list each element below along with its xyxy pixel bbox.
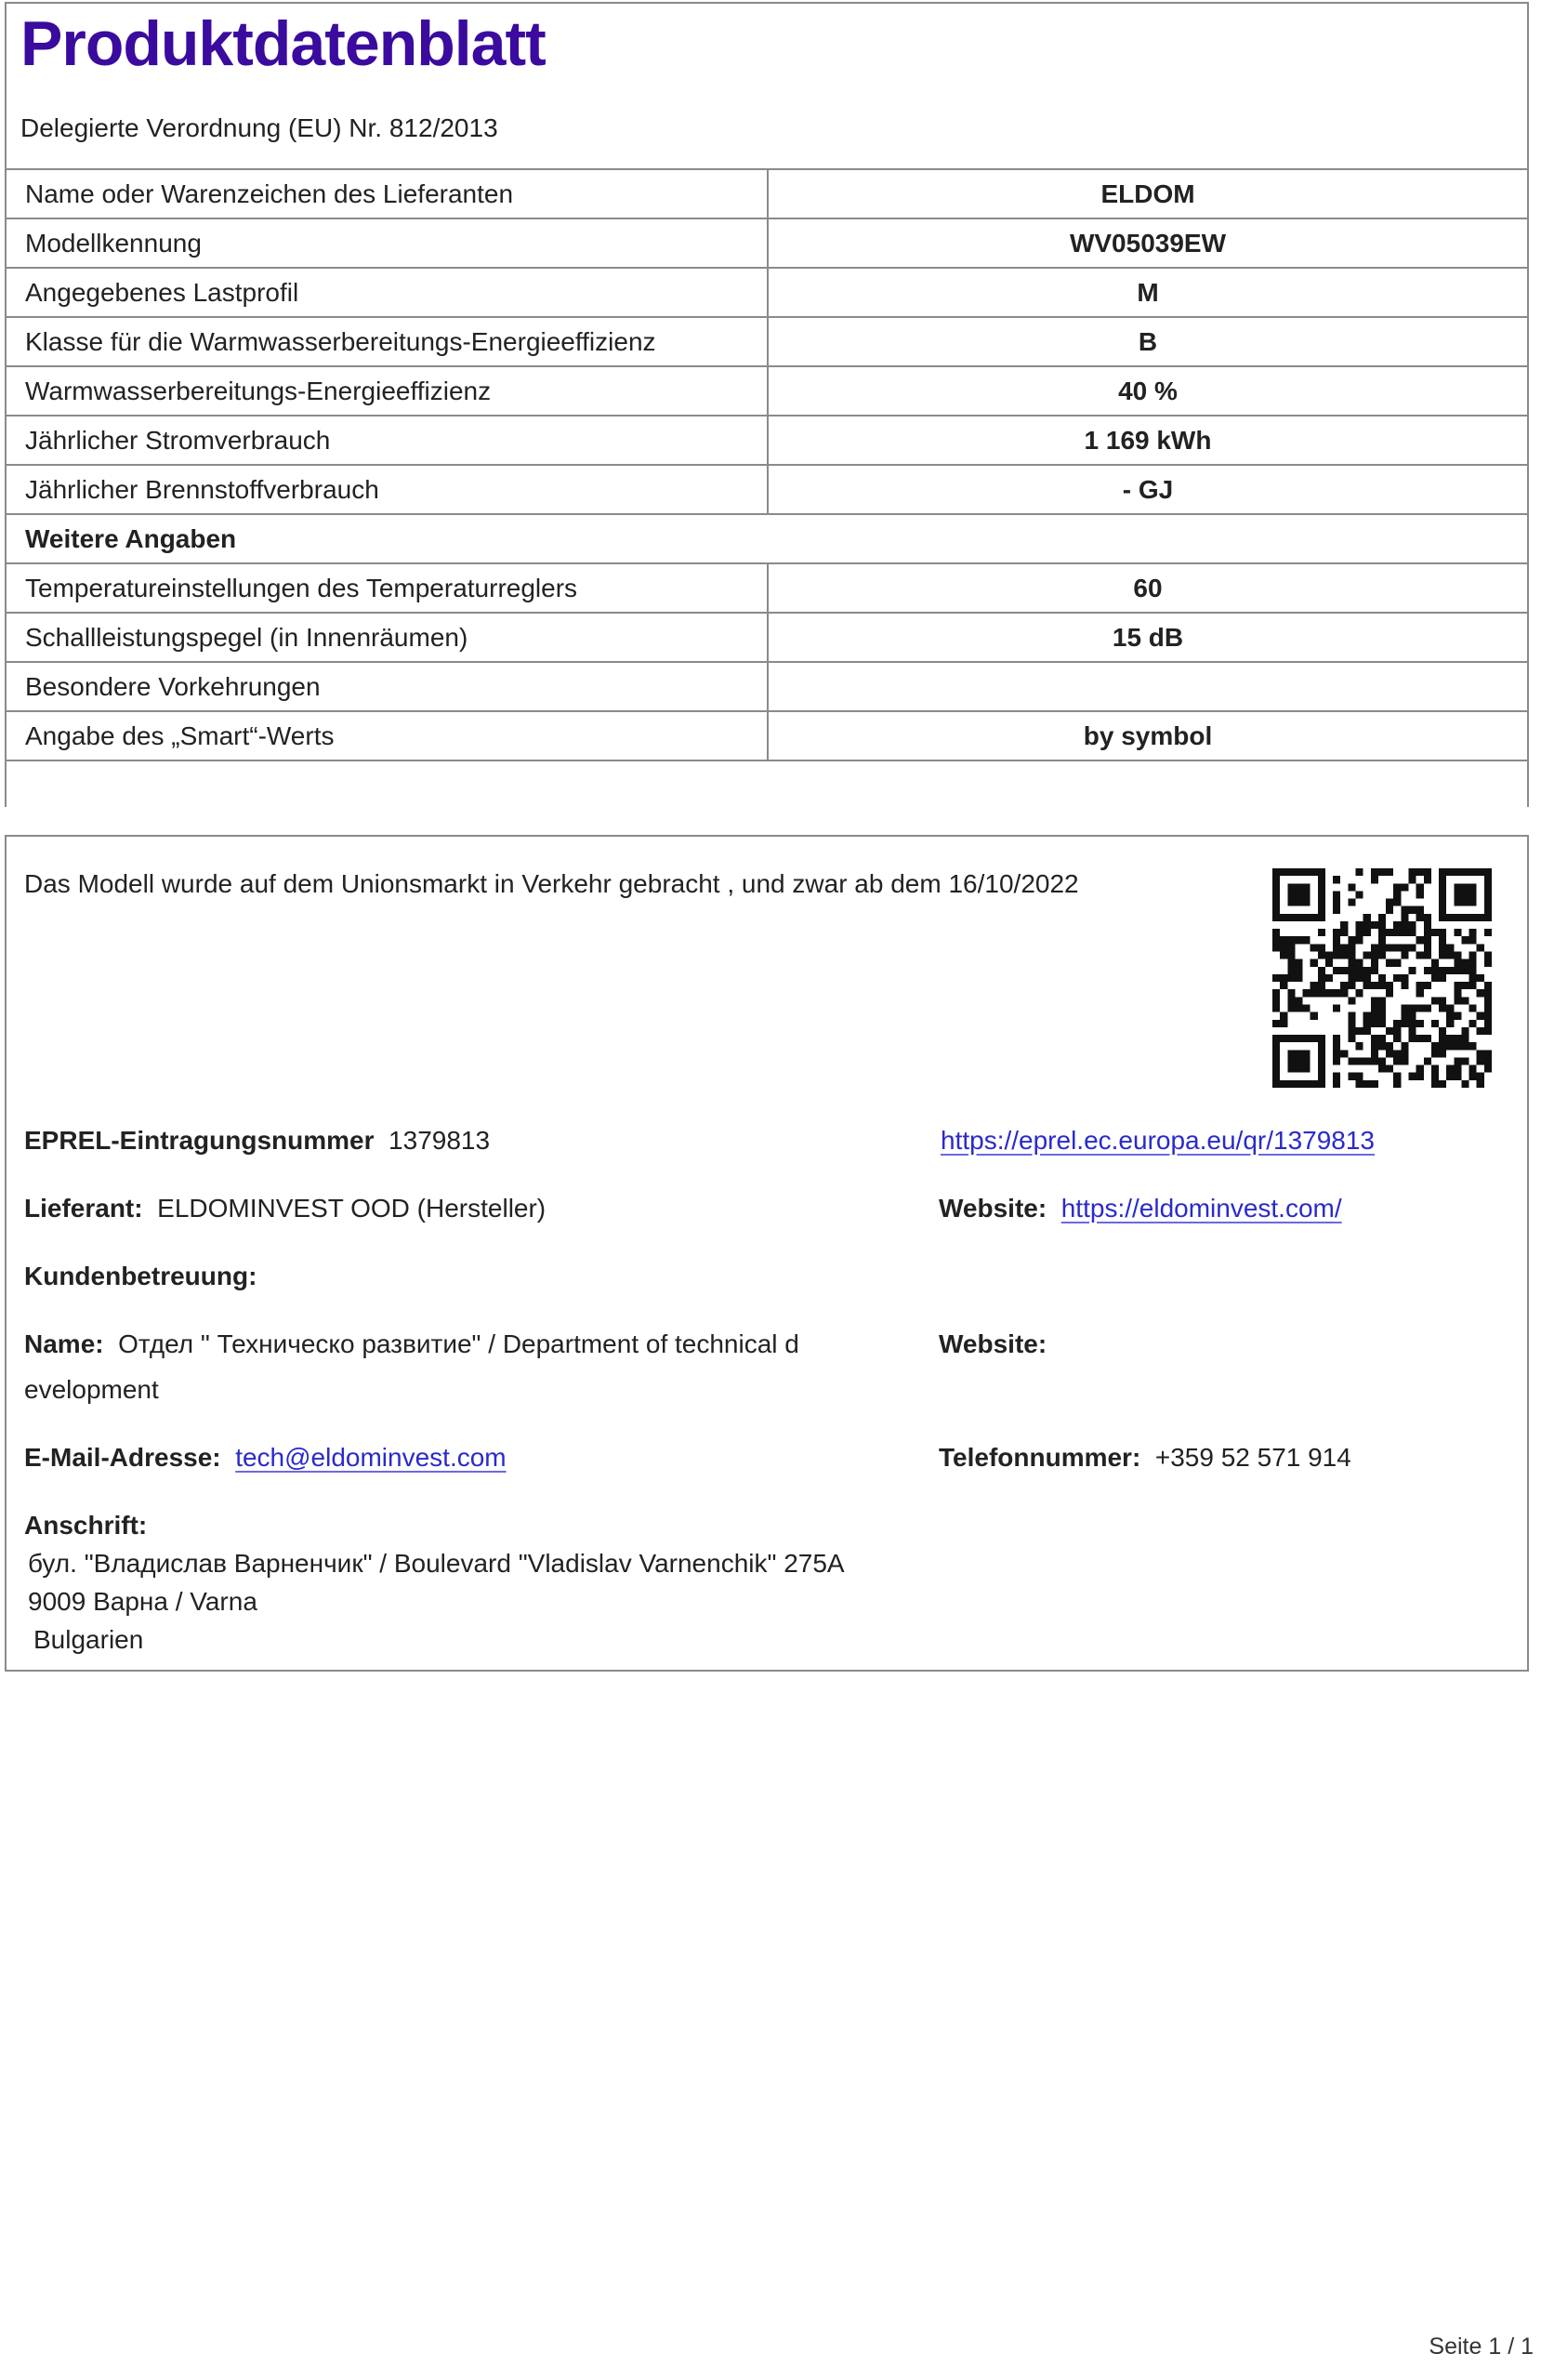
row-value: 60 xyxy=(768,563,1528,613)
table-row xyxy=(6,711,1528,760)
row-label: Angegebenes Lastprofil xyxy=(6,268,768,317)
table-row xyxy=(6,268,1528,317)
phone-label: Telefonnummer: xyxy=(939,1443,1141,1472)
row-value: M xyxy=(768,268,1528,317)
phone-value: +359 52 571 914 xyxy=(1154,1443,1351,1472)
eprel-value: 1379813 xyxy=(389,1126,491,1155)
page-title: Produktdatenblatt xyxy=(20,8,546,79)
supplier-value: ELDOMINVEST OOD (Hersteller) xyxy=(157,1194,547,1223)
qr-code[interactable] xyxy=(1272,868,1492,1088)
table-row xyxy=(6,218,1528,268)
row-value: by symbol xyxy=(768,711,1528,760)
address-line-3: Bulgarien xyxy=(33,1625,144,1654)
table-row xyxy=(6,317,1528,366)
row-label: Temperatureinstellungen des Temperaturreglers xyxy=(6,563,768,613)
eprel-label: EPREL-Eintragungsnummer xyxy=(24,1126,375,1155)
website-link[interactable]: https://eldominvest.com/ xyxy=(1060,1194,1342,1223)
row-label: Weitere Angaben xyxy=(6,514,768,563)
table-row xyxy=(6,563,1528,613)
support-website-label: Website: xyxy=(939,1329,1047,1358)
row-value: ELDOM xyxy=(768,169,1528,218)
row-label: Jährlicher Stromverbrauch xyxy=(6,416,768,465)
row-value: 1 169 kWh xyxy=(768,416,1528,465)
row-value: WV05039EW xyxy=(768,218,1528,268)
row-value: 40 % xyxy=(768,366,1528,416)
table-row xyxy=(6,514,1528,563)
market-text: Das Modell wurde auf dem Unionsmarkt in Verkehr gebracht , und zwar ab dem 16/10/2022 xyxy=(24,869,1079,898)
row-label: Modellkennung xyxy=(6,218,768,268)
row-value xyxy=(768,662,1528,711)
product-data-table xyxy=(5,168,1529,761)
website-label: Website: xyxy=(939,1194,1047,1223)
row-label: Schallleistungspegel (in Innenräumen) xyxy=(6,613,768,662)
name-label: Name: xyxy=(24,1329,104,1358)
table-row xyxy=(6,169,1528,218)
row-label: Jährlicher Brennstoffverbrauch xyxy=(6,465,768,514)
row-value xyxy=(768,514,1528,563)
row-label: Klasse für die Warmwasserbereitungs-Energieeffizienz xyxy=(6,317,768,366)
row-label: Name oder Warenzeichen des Lieferanten xyxy=(6,169,768,218)
table-row xyxy=(6,662,1528,711)
regulation-subtitle: Delegierte Verordnung (EU) Nr. 812/2013 xyxy=(20,113,498,142)
name-value-continued: evelopment xyxy=(24,1375,159,1404)
address-line-2: 9009 Варна / Varna xyxy=(28,1587,257,1616)
support-heading: Kundenbetreuung: xyxy=(24,1262,257,1290)
row-value: 15 dB xyxy=(768,613,1528,662)
email-link[interactable]: tech@eldominvest.com xyxy=(235,1443,507,1472)
table-row xyxy=(6,613,1528,662)
page-number: Seite 1 / 1 xyxy=(1429,2334,1534,2360)
row-label: Besondere Vorkehrungen xyxy=(6,662,768,711)
row-value: - GJ xyxy=(768,465,1528,514)
eprel-link[interactable]: https://eprel.ec.europa.eu/qr/1379813 xyxy=(941,1126,1376,1155)
supplier-label: Lieferant: xyxy=(24,1194,143,1223)
table-row xyxy=(6,416,1528,465)
row-value: B xyxy=(768,317,1528,366)
table-row xyxy=(6,366,1528,416)
row-label: Angabe des „Smart“-Werts xyxy=(6,711,768,760)
address-label: Anschrift: xyxy=(24,1511,148,1540)
row-label: Warmwasserbereitungs-Energieeffizienz xyxy=(6,366,768,416)
table-row xyxy=(6,465,1528,514)
name-value: Отдел " Техническо развитие" / Department of technical d xyxy=(118,1329,799,1358)
email-label: E-Mail-Adresse: xyxy=(24,1443,221,1472)
address-line-1: бул. "Владислав Варненчик" / Boulevard "Vladislav Varnenchik" 275A xyxy=(28,1549,845,1578)
